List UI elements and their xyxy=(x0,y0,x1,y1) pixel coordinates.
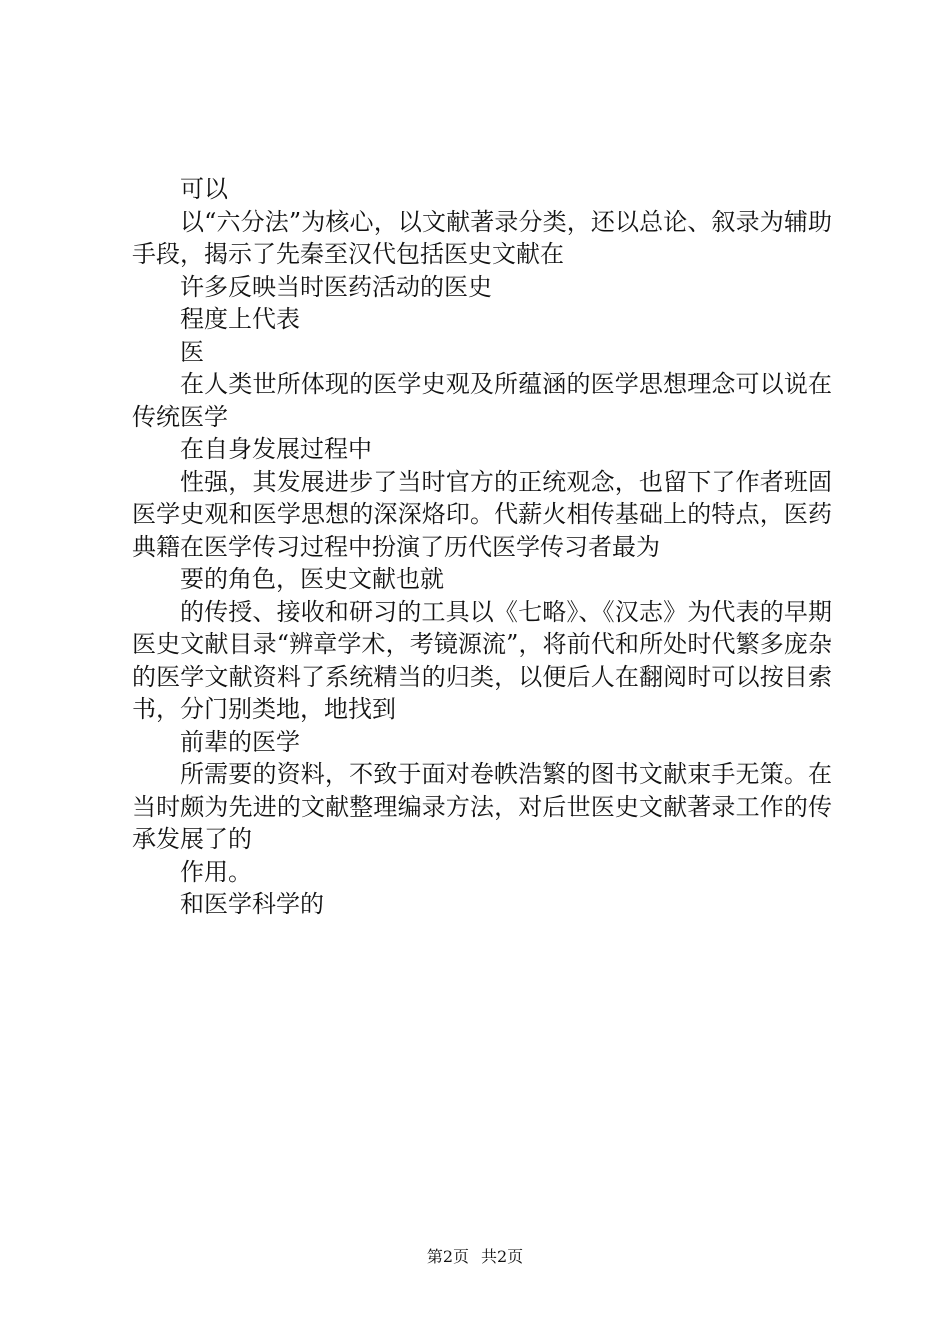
paragraph-5: 医 xyxy=(180,337,204,366)
paragraph-1: 可以 xyxy=(180,175,228,203)
paragraph-11: 前辈的医学 xyxy=(180,727,300,756)
page-footer xyxy=(0,1244,950,1267)
paragraph-12: 所需要的资料，不致于面对卷帙浩繁的图书文献束手无策。在当时颇为先进的文献整理编录方法，对后世医史文献著录工作的传承发展了的 xyxy=(132,760,832,853)
paragraph-2: 以“六分法”为核心，以文献著录分类，还以总论、叙录为辅助手段，揭示了先秦至汉代包括医史文献在 xyxy=(132,207,832,268)
paragraph-4: 程度上代表 xyxy=(180,305,300,333)
paragraph-6: 在人类世所体现的医学史观及所蕴涵的医学思想理念可以说在传统医学 xyxy=(132,370,832,431)
paragraph-14: 和医学科学的 xyxy=(180,890,324,918)
paragraph-13: 作用。 xyxy=(180,857,252,886)
page-total: 共2页 xyxy=(481,1247,524,1266)
page-number: 第2页 xyxy=(426,1247,469,1266)
paragraph-8: 性强，其发展进步了当时官方的正统观念，也留下了作者班固医学史观和医学思想的深深烙印。代薪火相传基础上的特点，医药典籍在医学传习过程中扮演了历代医学传习者最为 xyxy=(132,467,832,561)
paragraph-10: 的传授、接收和研习的工具以《七略》、《汉志》为代表的早期医史文献目录“辨章学术，考镜源流”，将前代和所处时代繁多庞杂的医学文献资料了系统精当的归类，以便后人在翻阅时可以按目索书，分门别类地，地找到 xyxy=(132,597,832,723)
paragraph-7: 在自身发展过程中 xyxy=(180,435,372,463)
paragraph-9: 要的角色，医史文献也就 xyxy=(180,565,444,593)
paragraph-3: 许多反映当时医药活动的医史 xyxy=(180,272,492,301)
document-body xyxy=(132,173,832,921)
